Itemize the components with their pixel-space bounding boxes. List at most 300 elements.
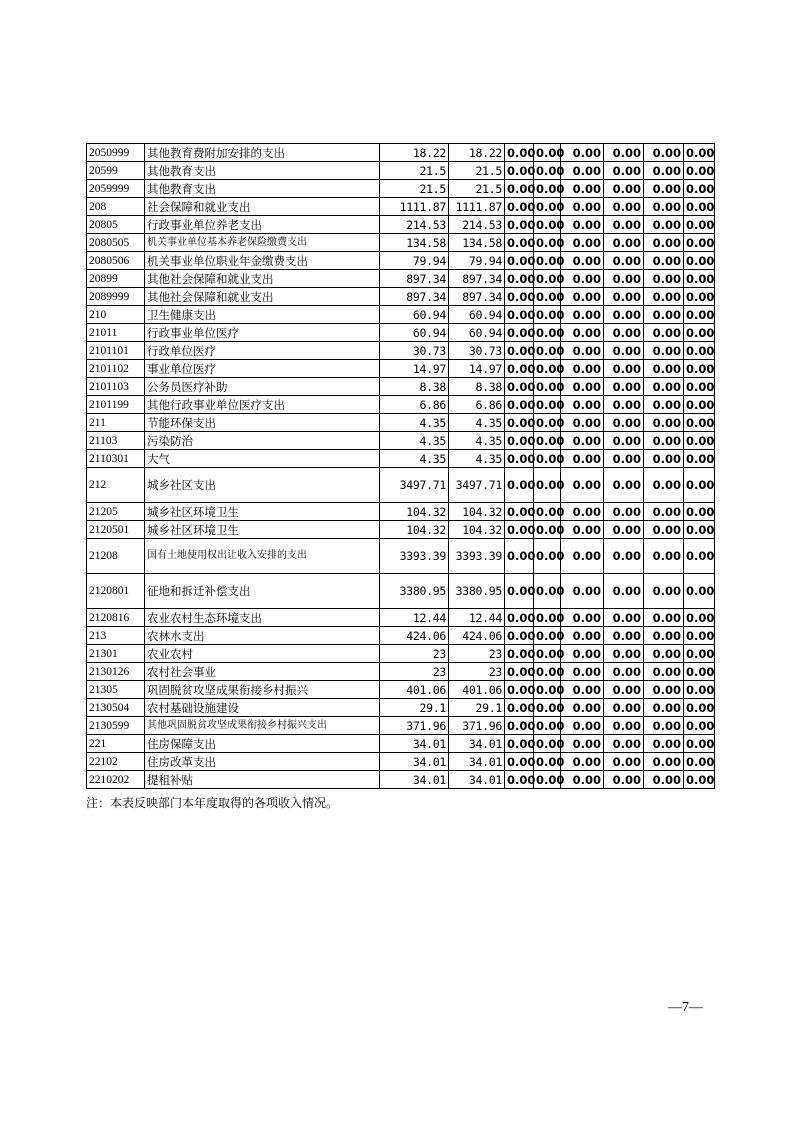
row-value-5: 0.00 bbox=[644, 645, 684, 663]
row-value-5: 0.00 bbox=[644, 180, 684, 198]
row-value-3: 0.00 bbox=[561, 198, 604, 216]
row-code: 2120801 bbox=[87, 574, 145, 609]
row-value-4: 0.00 bbox=[604, 396, 644, 414]
row-value-5: 0.00 bbox=[644, 360, 684, 378]
row-value-5: 0.00 bbox=[644, 753, 684, 771]
row-basic: 3497.71 bbox=[449, 468, 505, 503]
row-value-1: 0.00 bbox=[505, 574, 534, 609]
row-value-1: 0.00 bbox=[505, 288, 534, 306]
row-total: 23 bbox=[380, 645, 449, 663]
row-basic: 14.97 bbox=[449, 360, 505, 378]
row-code: 21305 bbox=[87, 681, 145, 699]
row-basic: 18.22 bbox=[449, 144, 505, 162]
row-total: 4.35 bbox=[380, 414, 449, 432]
row-value-6: 0.00 bbox=[684, 450, 715, 468]
row-basic: 8.38 bbox=[449, 378, 505, 396]
row-name: 农村基础设施建设 bbox=[145, 699, 380, 717]
row-name: 提租补贴 bbox=[145, 771, 380, 789]
row-basic: 79.94 bbox=[449, 252, 505, 270]
row-total: 30.73 bbox=[380, 342, 449, 360]
row-basic: 401.06 bbox=[449, 681, 505, 699]
row-name: 巩固脱贫攻坚成果衔接乡村振兴 bbox=[145, 681, 380, 699]
row-value-6: 0.00 bbox=[684, 645, 715, 663]
row-value-6: 0.00 bbox=[684, 234, 715, 252]
row-value-2: 0.00 bbox=[534, 468, 561, 503]
row-value-5: 0.00 bbox=[644, 414, 684, 432]
row-total: 214.53 bbox=[380, 216, 449, 234]
row-value-3: 0.00 bbox=[561, 162, 604, 180]
row-basic: 29.1 bbox=[449, 699, 505, 717]
row-code: 2089999 bbox=[87, 288, 145, 306]
row-value-3: 0.00 bbox=[561, 681, 604, 699]
row-code: 21205 bbox=[87, 503, 145, 521]
row-basic: 12.44 bbox=[449, 609, 505, 627]
row-total: 897.34 bbox=[380, 270, 449, 288]
row-code: 2130126 bbox=[87, 663, 145, 681]
row-name: 城乡社区环境卫生 bbox=[145, 521, 380, 539]
row-name: 农林水支出 bbox=[145, 627, 380, 645]
row-name: 卫生健康支出 bbox=[145, 306, 380, 324]
row-basic: 4.35 bbox=[449, 432, 505, 450]
row-value-1: 0.00 bbox=[505, 450, 534, 468]
table-row bbox=[87, 609, 715, 627]
row-value-6: 0.00 bbox=[684, 342, 715, 360]
table-row bbox=[87, 574, 715, 609]
row-name: 农村社会事业 bbox=[145, 663, 380, 681]
row-value-2: 0.00 bbox=[534, 180, 561, 198]
table-row bbox=[87, 414, 715, 432]
row-value-6: 0.00 bbox=[684, 396, 715, 414]
row-value-2: 0.00 bbox=[534, 144, 561, 162]
table-row bbox=[87, 699, 715, 717]
row-value-5: 0.00 bbox=[644, 342, 684, 360]
row-value-4: 0.00 bbox=[604, 432, 644, 450]
row-value-3: 0.00 bbox=[561, 521, 604, 539]
row-code: 2110301 bbox=[87, 450, 145, 468]
row-value-1: 0.00 bbox=[505, 521, 534, 539]
row-name: 事业单位医疗 bbox=[145, 360, 380, 378]
row-value-4: 0.00 bbox=[604, 198, 644, 216]
row-value-3: 0.00 bbox=[561, 771, 604, 789]
row-code: 20899 bbox=[87, 270, 145, 288]
row-value-3: 0.00 bbox=[561, 645, 604, 663]
row-value-4: 0.00 bbox=[604, 306, 644, 324]
row-total: 34.01 bbox=[380, 735, 449, 753]
row-code: 2210202 bbox=[87, 771, 145, 789]
row-value-3: 0.00 bbox=[561, 609, 604, 627]
row-value-3: 0.00 bbox=[561, 378, 604, 396]
row-basic: 1111.87 bbox=[449, 198, 505, 216]
row-value-1: 0.00 bbox=[505, 503, 534, 521]
row-code: 2080506 bbox=[87, 252, 145, 270]
row-value-3: 0.00 bbox=[561, 539, 604, 574]
row-value-6: 0.00 bbox=[684, 663, 715, 681]
row-name: 其他教育支出 bbox=[145, 180, 380, 198]
row-value-2: 0.00 bbox=[534, 574, 561, 609]
row-value-3: 0.00 bbox=[561, 288, 604, 306]
row-value-1: 0.00 bbox=[505, 735, 534, 753]
row-value-1: 0.00 bbox=[505, 342, 534, 360]
row-value-3: 0.00 bbox=[561, 699, 604, 717]
row-value-3: 0.00 bbox=[561, 574, 604, 609]
row-value-2: 0.00 bbox=[534, 627, 561, 645]
row-code: 213 bbox=[87, 627, 145, 645]
row-value-1: 0.00 bbox=[505, 699, 534, 717]
row-value-4: 0.00 bbox=[604, 609, 644, 627]
row-name: 国有土地使用权出让收入安排的支出 bbox=[145, 539, 380, 574]
row-name: 住房保障支出 bbox=[145, 735, 380, 753]
row-total: 21.5 bbox=[380, 162, 449, 180]
row-total: 6.86 bbox=[380, 396, 449, 414]
row-basic: 21.5 bbox=[449, 162, 505, 180]
row-value-6: 0.00 bbox=[684, 503, 715, 521]
row-value-5: 0.00 bbox=[644, 609, 684, 627]
row-basic: 104.32 bbox=[449, 521, 505, 539]
row-value-3: 0.00 bbox=[561, 180, 604, 198]
row-name: 大气 bbox=[145, 450, 380, 468]
row-code: 2130599 bbox=[87, 717, 145, 735]
row-name: 机关事业单位基本养老保险缴费支出 bbox=[145, 234, 380, 252]
row-value-3: 0.00 bbox=[561, 717, 604, 735]
row-total: 424.06 bbox=[380, 627, 449, 645]
row-total: 134.58 bbox=[380, 234, 449, 252]
table-row bbox=[87, 270, 715, 288]
row-code: 2101103 bbox=[87, 378, 145, 396]
row-total: 21.5 bbox=[380, 180, 449, 198]
row-value-2: 0.00 bbox=[534, 663, 561, 681]
row-name: 社会保障和就业支出 bbox=[145, 198, 380, 216]
row-value-3: 0.00 bbox=[561, 216, 604, 234]
row-value-4: 0.00 bbox=[604, 414, 644, 432]
table-row bbox=[87, 503, 715, 521]
table-row bbox=[87, 234, 715, 252]
row-code: 212 bbox=[87, 468, 145, 503]
row-value-3: 0.00 bbox=[561, 450, 604, 468]
table-row bbox=[87, 144, 715, 162]
row-value-1: 0.00 bbox=[505, 432, 534, 450]
row-value-5: 0.00 bbox=[644, 162, 684, 180]
row-name: 其他社会保障和就业支出 bbox=[145, 288, 380, 306]
row-value-5: 0.00 bbox=[644, 627, 684, 645]
row-code: 21301 bbox=[87, 645, 145, 663]
row-value-4: 0.00 bbox=[604, 771, 644, 789]
row-name: 征地和拆迁补偿支出 bbox=[145, 574, 380, 609]
row-code: 2080505 bbox=[87, 234, 145, 252]
row-basic: 4.35 bbox=[449, 450, 505, 468]
row-name: 城乡社区环境卫生 bbox=[145, 503, 380, 521]
row-name: 行政单位医疗 bbox=[145, 342, 380, 360]
row-value-6: 0.00 bbox=[684, 198, 715, 216]
row-value-1: 0.00 bbox=[505, 681, 534, 699]
row-total: 897.34 bbox=[380, 288, 449, 306]
row-value-5: 0.00 bbox=[644, 450, 684, 468]
row-value-1: 0.00 bbox=[505, 717, 534, 735]
row-value-4: 0.00 bbox=[604, 234, 644, 252]
row-value-4: 0.00 bbox=[604, 360, 644, 378]
row-basic: 23 bbox=[449, 663, 505, 681]
row-basic: 21.5 bbox=[449, 180, 505, 198]
row-total: 4.35 bbox=[380, 450, 449, 468]
row-value-3: 0.00 bbox=[561, 468, 604, 503]
row-value-2: 0.00 bbox=[534, 288, 561, 306]
table-row bbox=[87, 432, 715, 450]
row-value-4: 0.00 bbox=[604, 681, 644, 699]
row-name: 其他巩固脱贫攻坚成果衔接乡村振兴支出 bbox=[145, 717, 380, 735]
row-value-1: 0.00 bbox=[505, 753, 534, 771]
row-value-4: 0.00 bbox=[604, 699, 644, 717]
row-value-1: 0.00 bbox=[505, 645, 534, 663]
table-row bbox=[87, 717, 715, 735]
row-value-4: 0.00 bbox=[604, 539, 644, 574]
row-value-2: 0.00 bbox=[534, 414, 561, 432]
row-value-4: 0.00 bbox=[604, 521, 644, 539]
row-total: 1111.87 bbox=[380, 198, 449, 216]
row-value-1: 0.00 bbox=[505, 378, 534, 396]
table-row bbox=[87, 771, 715, 789]
row-value-5: 0.00 bbox=[644, 574, 684, 609]
row-value-4: 0.00 bbox=[604, 450, 644, 468]
row-value-2: 0.00 bbox=[534, 342, 561, 360]
page-number: —7— bbox=[668, 1000, 703, 1015]
row-value-3: 0.00 bbox=[561, 414, 604, 432]
row-value-6: 0.00 bbox=[684, 288, 715, 306]
row-name: 行政事业单位养老支出 bbox=[145, 216, 380, 234]
row-value-5: 0.00 bbox=[644, 503, 684, 521]
table-row bbox=[87, 645, 715, 663]
row-value-4: 0.00 bbox=[604, 216, 644, 234]
table-row bbox=[87, 162, 715, 180]
row-total: 3497.71 bbox=[380, 468, 449, 503]
row-total: 371.96 bbox=[380, 717, 449, 735]
table-row bbox=[87, 306, 715, 324]
row-name: 城乡社区支出 bbox=[145, 468, 380, 503]
row-total: 3380.95 bbox=[380, 574, 449, 609]
row-value-4: 0.00 bbox=[604, 180, 644, 198]
row-basic: 897.34 bbox=[449, 288, 505, 306]
row-value-3: 0.00 bbox=[561, 324, 604, 342]
row-value-4: 0.00 bbox=[604, 735, 644, 753]
row-total: 12.44 bbox=[380, 609, 449, 627]
row-value-1: 0.00 bbox=[505, 306, 534, 324]
row-value-1: 0.00 bbox=[505, 771, 534, 789]
table-row bbox=[87, 468, 715, 503]
row-name: 农业农村生态环境支出 bbox=[145, 609, 380, 627]
row-value-6: 0.00 bbox=[684, 360, 715, 378]
row-value-2: 0.00 bbox=[534, 198, 561, 216]
row-value-4: 0.00 bbox=[604, 503, 644, 521]
row-name: 其他行政事业单位医疗支出 bbox=[145, 396, 380, 414]
row-value-3: 0.00 bbox=[561, 252, 604, 270]
row-value-2: 0.00 bbox=[534, 360, 561, 378]
row-basic: 3380.95 bbox=[449, 574, 505, 609]
row-value-3: 0.00 bbox=[561, 663, 604, 681]
table-row bbox=[87, 539, 715, 574]
row-value-6: 0.00 bbox=[684, 771, 715, 789]
row-value-1: 0.00 bbox=[505, 663, 534, 681]
row-total: 34.01 bbox=[380, 753, 449, 771]
row-basic: 60.94 bbox=[449, 324, 505, 342]
row-value-1: 0.00 bbox=[505, 324, 534, 342]
row-code: 21103 bbox=[87, 432, 145, 450]
row-value-4: 0.00 bbox=[604, 252, 644, 270]
row-code: 21011 bbox=[87, 324, 145, 342]
row-value-6: 0.00 bbox=[684, 735, 715, 753]
row-value-3: 0.00 bbox=[561, 396, 604, 414]
row-value-1: 0.00 bbox=[505, 627, 534, 645]
row-value-4: 0.00 bbox=[604, 468, 644, 503]
row-value-6: 0.00 bbox=[684, 609, 715, 627]
row-basic: 30.73 bbox=[449, 342, 505, 360]
row-value-5: 0.00 bbox=[644, 539, 684, 574]
row-value-5: 0.00 bbox=[644, 432, 684, 450]
table-row bbox=[87, 342, 715, 360]
row-value-5: 0.00 bbox=[644, 771, 684, 789]
row-value-2: 0.00 bbox=[534, 234, 561, 252]
row-value-2: 0.00 bbox=[534, 503, 561, 521]
table-row bbox=[87, 681, 715, 699]
row-value-2: 0.00 bbox=[534, 771, 561, 789]
row-value-1: 0.00 bbox=[505, 468, 534, 503]
row-value-3: 0.00 bbox=[561, 234, 604, 252]
row-code: 20805 bbox=[87, 216, 145, 234]
row-value-5: 0.00 bbox=[644, 521, 684, 539]
row-code: 21208 bbox=[87, 539, 145, 574]
row-value-5: 0.00 bbox=[644, 681, 684, 699]
row-value-6: 0.00 bbox=[684, 432, 715, 450]
row-total: 18.22 bbox=[380, 144, 449, 162]
row-value-5: 0.00 bbox=[644, 699, 684, 717]
row-code: 2050999 bbox=[87, 144, 145, 162]
row-value-5: 0.00 bbox=[644, 144, 684, 162]
row-value-3: 0.00 bbox=[561, 432, 604, 450]
row-value-4: 0.00 bbox=[604, 663, 644, 681]
row-value-6: 0.00 bbox=[684, 414, 715, 432]
row-basic: 34.01 bbox=[449, 771, 505, 789]
row-name: 其他教育支出 bbox=[145, 162, 380, 180]
row-value-3: 0.00 bbox=[561, 306, 604, 324]
row-total: 8.38 bbox=[380, 378, 449, 396]
row-value-1: 0.00 bbox=[505, 234, 534, 252]
row-code: 221 bbox=[87, 735, 145, 753]
row-value-2: 0.00 bbox=[534, 539, 561, 574]
table-note: 注：本表反映部门本年度取得的各项收入情况。 bbox=[86, 796, 339, 810]
row-value-3: 0.00 bbox=[561, 735, 604, 753]
row-value-6: 0.00 bbox=[684, 324, 715, 342]
table-row bbox=[87, 252, 715, 270]
row-value-5: 0.00 bbox=[644, 252, 684, 270]
row-code: 2130504 bbox=[87, 699, 145, 717]
row-total: 60.94 bbox=[380, 306, 449, 324]
row-value-5: 0.00 bbox=[644, 717, 684, 735]
row-value-4: 0.00 bbox=[604, 645, 644, 663]
row-value-5: 0.00 bbox=[644, 468, 684, 503]
row-code: 22102 bbox=[87, 753, 145, 771]
row-value-2: 0.00 bbox=[534, 324, 561, 342]
row-value-3: 0.00 bbox=[561, 753, 604, 771]
table-row bbox=[87, 198, 715, 216]
row-code: 210 bbox=[87, 306, 145, 324]
row-value-1: 0.00 bbox=[505, 609, 534, 627]
row-name: 农业农村 bbox=[145, 645, 380, 663]
row-value-2: 0.00 bbox=[534, 699, 561, 717]
row-name: 机关事业单位职业年金缴费支出 bbox=[145, 252, 380, 270]
row-value-4: 0.00 bbox=[604, 627, 644, 645]
row-basic: 424.06 bbox=[449, 627, 505, 645]
row-value-5: 0.00 bbox=[644, 270, 684, 288]
row-value-1: 0.00 bbox=[505, 396, 534, 414]
row-value-6: 0.00 bbox=[684, 627, 715, 645]
row-value-1: 0.00 bbox=[505, 252, 534, 270]
row-code: 211 bbox=[87, 414, 145, 432]
row-value-2: 0.00 bbox=[534, 645, 561, 663]
row-value-1: 0.00 bbox=[505, 198, 534, 216]
row-value-3: 0.00 bbox=[561, 270, 604, 288]
row-value-1: 0.00 bbox=[505, 270, 534, 288]
row-value-5: 0.00 bbox=[644, 378, 684, 396]
row-total: 29.1 bbox=[380, 699, 449, 717]
row-total: 23 bbox=[380, 663, 449, 681]
row-value-4: 0.00 bbox=[604, 288, 644, 306]
row-value-5: 0.00 bbox=[644, 663, 684, 681]
row-basic: 34.01 bbox=[449, 735, 505, 753]
row-value-3: 0.00 bbox=[561, 360, 604, 378]
row-value-1: 0.00 bbox=[505, 414, 534, 432]
row-basic: 6.86 bbox=[449, 396, 505, 414]
row-value-4: 0.00 bbox=[604, 753, 644, 771]
row-value-1: 0.00 bbox=[505, 539, 534, 574]
row-value-3: 0.00 bbox=[561, 342, 604, 360]
row-code: 2120501 bbox=[87, 521, 145, 539]
row-basic: 4.35 bbox=[449, 414, 505, 432]
row-basic: 214.53 bbox=[449, 216, 505, 234]
row-value-5: 0.00 bbox=[644, 234, 684, 252]
row-value-2: 0.00 bbox=[534, 306, 561, 324]
table-row bbox=[87, 521, 715, 539]
row-value-5: 0.00 bbox=[644, 396, 684, 414]
row-basic: 3393.39 bbox=[449, 539, 505, 574]
table-row bbox=[87, 180, 715, 198]
row-total: 4.35 bbox=[380, 432, 449, 450]
row-value-2: 0.00 bbox=[534, 162, 561, 180]
row-total: 79.94 bbox=[380, 252, 449, 270]
row-value-4: 0.00 bbox=[604, 378, 644, 396]
row-basic: 371.96 bbox=[449, 717, 505, 735]
row-code: 20599 bbox=[87, 162, 145, 180]
row-value-4: 0.00 bbox=[604, 324, 644, 342]
row-code: 2101102 bbox=[87, 360, 145, 378]
row-value-6: 0.00 bbox=[684, 468, 715, 503]
row-value-2: 0.00 bbox=[534, 450, 561, 468]
row-code: 2120816 bbox=[87, 609, 145, 627]
row-value-1: 0.00 bbox=[505, 180, 534, 198]
row-value-2: 0.00 bbox=[534, 432, 561, 450]
row-basic: 60.94 bbox=[449, 306, 505, 324]
table-row bbox=[87, 735, 715, 753]
row-value-2: 0.00 bbox=[534, 609, 561, 627]
row-basic: 23 bbox=[449, 645, 505, 663]
row-total: 60.94 bbox=[380, 324, 449, 342]
table-row bbox=[87, 627, 715, 645]
row-value-5: 0.00 bbox=[644, 324, 684, 342]
row-value-6: 0.00 bbox=[684, 753, 715, 771]
table-row bbox=[87, 378, 715, 396]
row-value-4: 0.00 bbox=[604, 144, 644, 162]
row-value-2: 0.00 bbox=[534, 717, 561, 735]
row-value-2: 0.00 bbox=[534, 378, 561, 396]
row-value-6: 0.00 bbox=[684, 162, 715, 180]
row-value-5: 0.00 bbox=[644, 198, 684, 216]
row-value-6: 0.00 bbox=[684, 252, 715, 270]
